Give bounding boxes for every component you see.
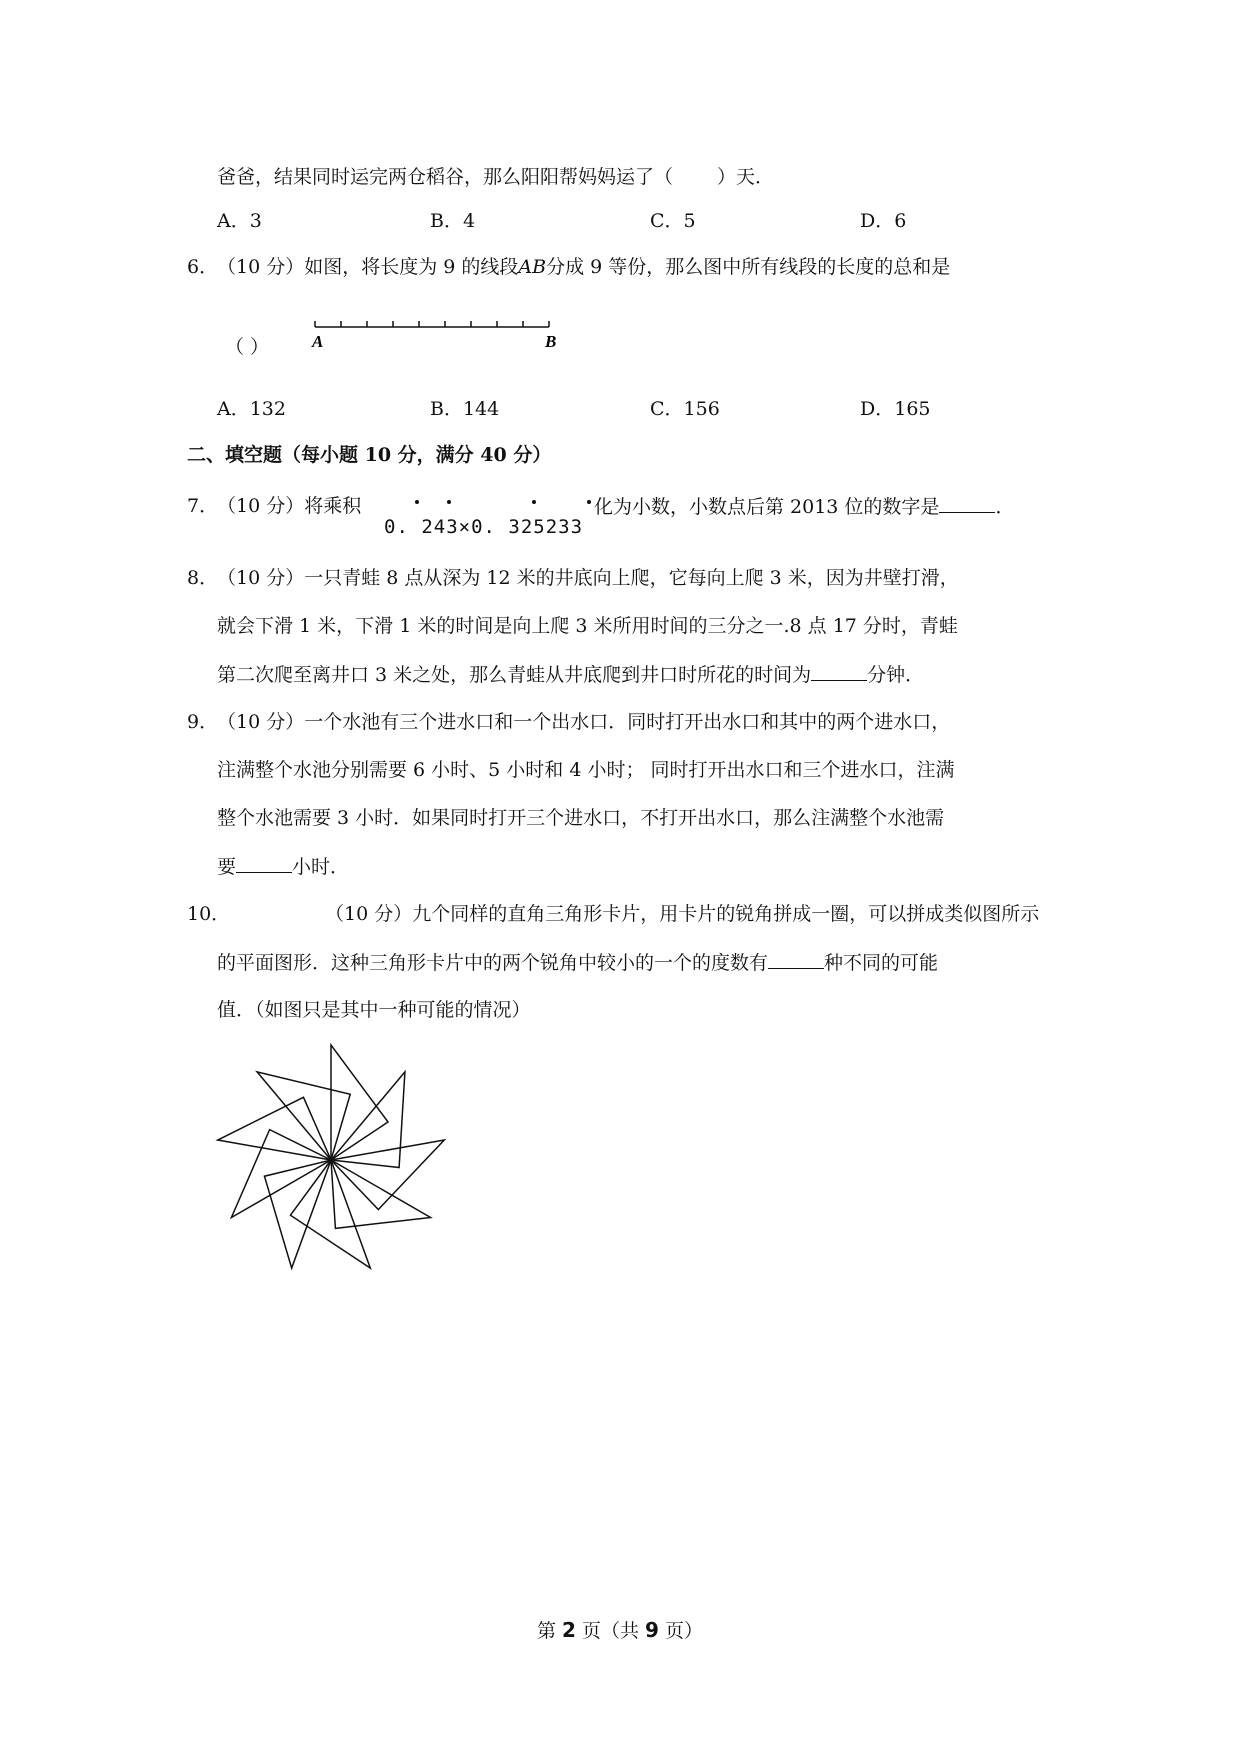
q9-line4-text: 要 — [217, 856, 237, 878]
q9-line4-end: 小时． — [292, 856, 350, 878]
q6-number: 6． — [187, 256, 219, 278]
page-number: 2 — [562, 1618, 576, 1642]
q6-line1 — [217, 255, 950, 279]
footer-pre: 第 — [536, 1620, 556, 1642]
q8-line3-text: 第二次爬至离井口 3 米之处，那么青蛙从井底爬到井口时所花的时间为 — [217, 664, 812, 686]
pinwheel-triangles-figure — [200, 1030, 460, 1290]
q10-line2-text: 的平面图形．这种三角形卡片中的两个锐角中较小的一个的度数有 — [217, 952, 769, 974]
q7-expression: 0. 243×0. 325233 — [384, 516, 584, 538]
answer-blank — [236, 854, 292, 873]
q7-post — [594, 494, 1014, 519]
q10-line3: 值．（如图只是其中一种可能的情况） — [217, 999, 531, 1021]
q6-option-c: C．156 — [650, 398, 720, 420]
page-total: 9 — [645, 1618, 659, 1642]
footer-mid: 页（共 — [581, 1620, 639, 1642]
repeat-dot — [532, 500, 536, 504]
q9-line1: （10 分）一个水池有三个进水口和一个出水口．同时打开出水口和其中的两个进水口， — [217, 711, 951, 733]
q6-option-b: B．144 — [430, 398, 500, 420]
repeat-dot — [415, 500, 419, 504]
q6-text-b: 分成 9 等份，那么图中所有线段的长度的总和是 — [546, 256, 951, 278]
q5-text-end: ）天． — [717, 166, 775, 188]
q6-text: （10 分）如图，将长度为 9 的线段 — [217, 256, 519, 278]
answer-blank — [811, 662, 867, 681]
q7-post-text: 化为小数，小数点后第 2013 位的数字是 — [594, 496, 940, 518]
q10-line2-end: 种不同的可能 — [824, 952, 939, 974]
q5-option-c: C．5 — [650, 210, 696, 232]
q10-number: 10． — [187, 903, 231, 925]
answer-blank — [768, 950, 824, 969]
q8-line1: （10 分）一只青蛙 8 点从深为 12 米的井底向上爬，它每向上爬 3 米，因为井壁打滑， — [217, 567, 959, 589]
q5-option-a: A．3 — [217, 210, 262, 232]
q5-line — [217, 165, 774, 189]
q9-line2: 注满整个水池分别需要 6 小时、5 小时和 4 小时； 同时打开出水口和三个进水口，注满 — [217, 759, 955, 781]
q9-line4 — [217, 854, 349, 879]
q6-option-a: A．132 — [217, 398, 286, 420]
point-b-label: B — [545, 332, 557, 351]
segment-ab-figure — [305, 313, 555, 353]
q7-end: ． — [995, 496, 1015, 518]
q5-option-b: B．4 — [430, 210, 476, 232]
q5-option-d: D．6 — [860, 210, 907, 232]
footer-post: 页） — [665, 1620, 704, 1642]
section-heading: 二、填空题（每小题 10 分，满分 40 分） — [187, 444, 552, 466]
q8-line3-end: 分钟． — [867, 664, 925, 686]
q10-line1: （10 分）九个同样的直角三角形卡片，用卡片的锐角拼成一圈，可以拼成类似图所示 — [325, 903, 1040, 925]
q7-pre: （10 分）将乘积 — [217, 495, 362, 517]
q6-answer-paren: （ ） — [225, 336, 270, 358]
repeat-dot — [587, 500, 591, 504]
q8-number: 8． — [187, 567, 219, 589]
point-a-label: A — [312, 332, 324, 351]
q8-line3 — [217, 662, 924, 687]
q7-number: 7． — [187, 495, 219, 517]
q9-number: 9． — [187, 711, 219, 733]
q8-line2: 就会下滑 1 米，下滑 1 米的时间是向上爬 3 米所用时间的三分之一.8 点 17 分时，青蛙 — [217, 615, 958, 637]
segment-ab-label: AB — [518, 256, 547, 278]
q10-line2 — [217, 950, 938, 975]
q9-line3: 整个水池需要 3 小时．如果同时打开三个进水口，不打开出水口，那么注满整个水池需 — [217, 807, 945, 829]
q6-option-d: D．165 — [860, 398, 931, 420]
repeat-dot — [447, 500, 451, 504]
q5-text: 爸爸，结果同时运完两仓稻谷，那么阳阳帮妈妈运了（ — [217, 166, 674, 188]
answer-blank — [939, 494, 995, 513]
page-footer — [0, 1616, 1240, 1643]
